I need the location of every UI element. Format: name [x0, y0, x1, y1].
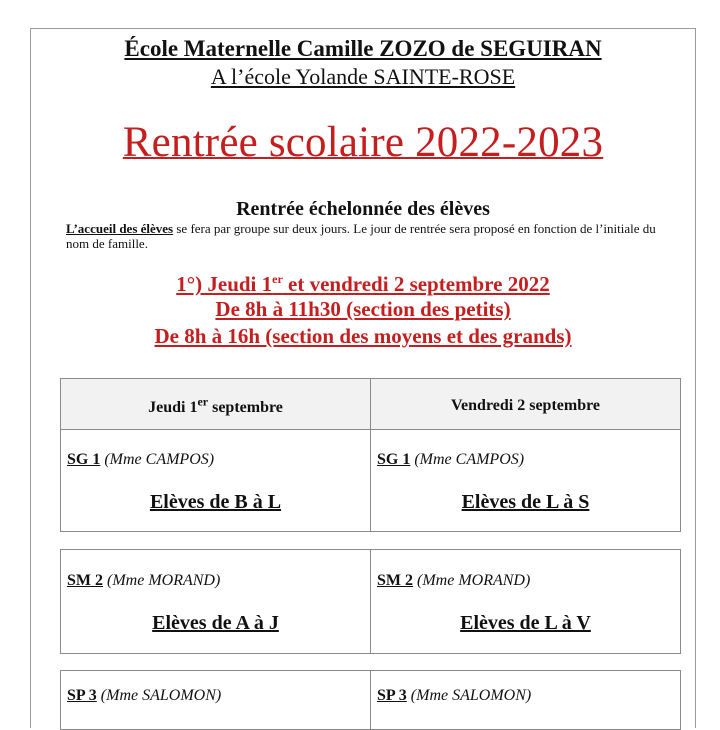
schedule-dates-start: 1°) Jeudi 1	[176, 272, 273, 296]
header-thursday-label	[61, 394, 370, 417]
class-code: SG 1	[377, 451, 411, 468]
header-friday-label: Vendredi 2 septembre	[450, 397, 601, 414]
class-teacher: (Mme SALOMON)	[100, 687, 222, 704]
class-label	[67, 572, 220, 590]
header-cell-friday	[370, 379, 680, 429]
row-cell-right	[370, 550, 680, 653]
class-code: SM 2	[377, 572, 413, 589]
class-code: SP 3	[377, 687, 407, 704]
header-cell-thursday	[61, 379, 370, 429]
row-cell-left	[61, 550, 370, 653]
info-lead: L’accueil des élèves	[66, 221, 174, 236]
section-subtitle: Rentrée échelonnée des élèves	[236, 198, 490, 220]
info-text: se fera par groupe sur deux jours. Le jour de rentrée sera proposé en fonction de l’initiale du nom de famille.	[66, 221, 656, 251]
info-paragraph	[66, 221, 656, 251]
table-row	[60, 549, 681, 654]
schedule-petits: De 8h à 11h30 (section des petits)	[215, 297, 511, 321]
schedule-dates-end: et vendredi 2 septembre 2022	[282, 272, 550, 296]
table-row	[60, 670, 681, 730]
schedule-dates	[30, 272, 696, 297]
class-label	[377, 451, 524, 469]
class-label	[67, 451, 214, 469]
student-range: Elèves de L à V	[460, 612, 591, 634]
schedule-moyens-grands: De 8h à 16h (section des moyens et des grands)	[154, 324, 572, 348]
row-cell-left	[61, 429, 370, 531]
class-teacher: (Mme SALOMON)	[410, 687, 532, 704]
schedule-dates-sup: er	[272, 272, 283, 286]
class-code: SP 3	[67, 687, 97, 704]
class-teacher: (Mme MORAND)	[107, 572, 221, 589]
student-range: Elèves de A à J	[152, 612, 279, 634]
class-code: SG 1	[67, 451, 101, 468]
header-thursday-sup: er	[197, 394, 209, 409]
school-name: École Maternelle Camille ZOZO de SEGUIRAN	[124, 36, 602, 61]
row-cell-right	[370, 671, 680, 729]
row-cell-left	[61, 671, 370, 729]
host-school: A l’école Yolande SAINTE-ROSE	[210, 64, 516, 89]
class-teacher: (Mme CAMPOS)	[104, 451, 215, 468]
row-cell-right	[370, 429, 680, 531]
class-label	[67, 687, 221, 705]
header-thursday-month: septembre	[208, 399, 283, 416]
table-header-row	[60, 378, 681, 430]
table-row	[60, 429, 681, 532]
class-teacher: (Mme CAMPOS)	[414, 451, 525, 468]
class-teacher: (Mme MORAND)	[417, 572, 531, 589]
class-code: SM 2	[67, 572, 103, 589]
page-title: Rentrée scolaire 2022-2023	[122, 119, 604, 166]
header-thursday-text: Jeudi 1	[148, 399, 198, 416]
student-range: Elèves de L à S	[461, 491, 590, 513]
class-label	[377, 572, 530, 590]
class-label	[377, 687, 531, 705]
student-range: Elèves de B à L	[149, 491, 282, 513]
